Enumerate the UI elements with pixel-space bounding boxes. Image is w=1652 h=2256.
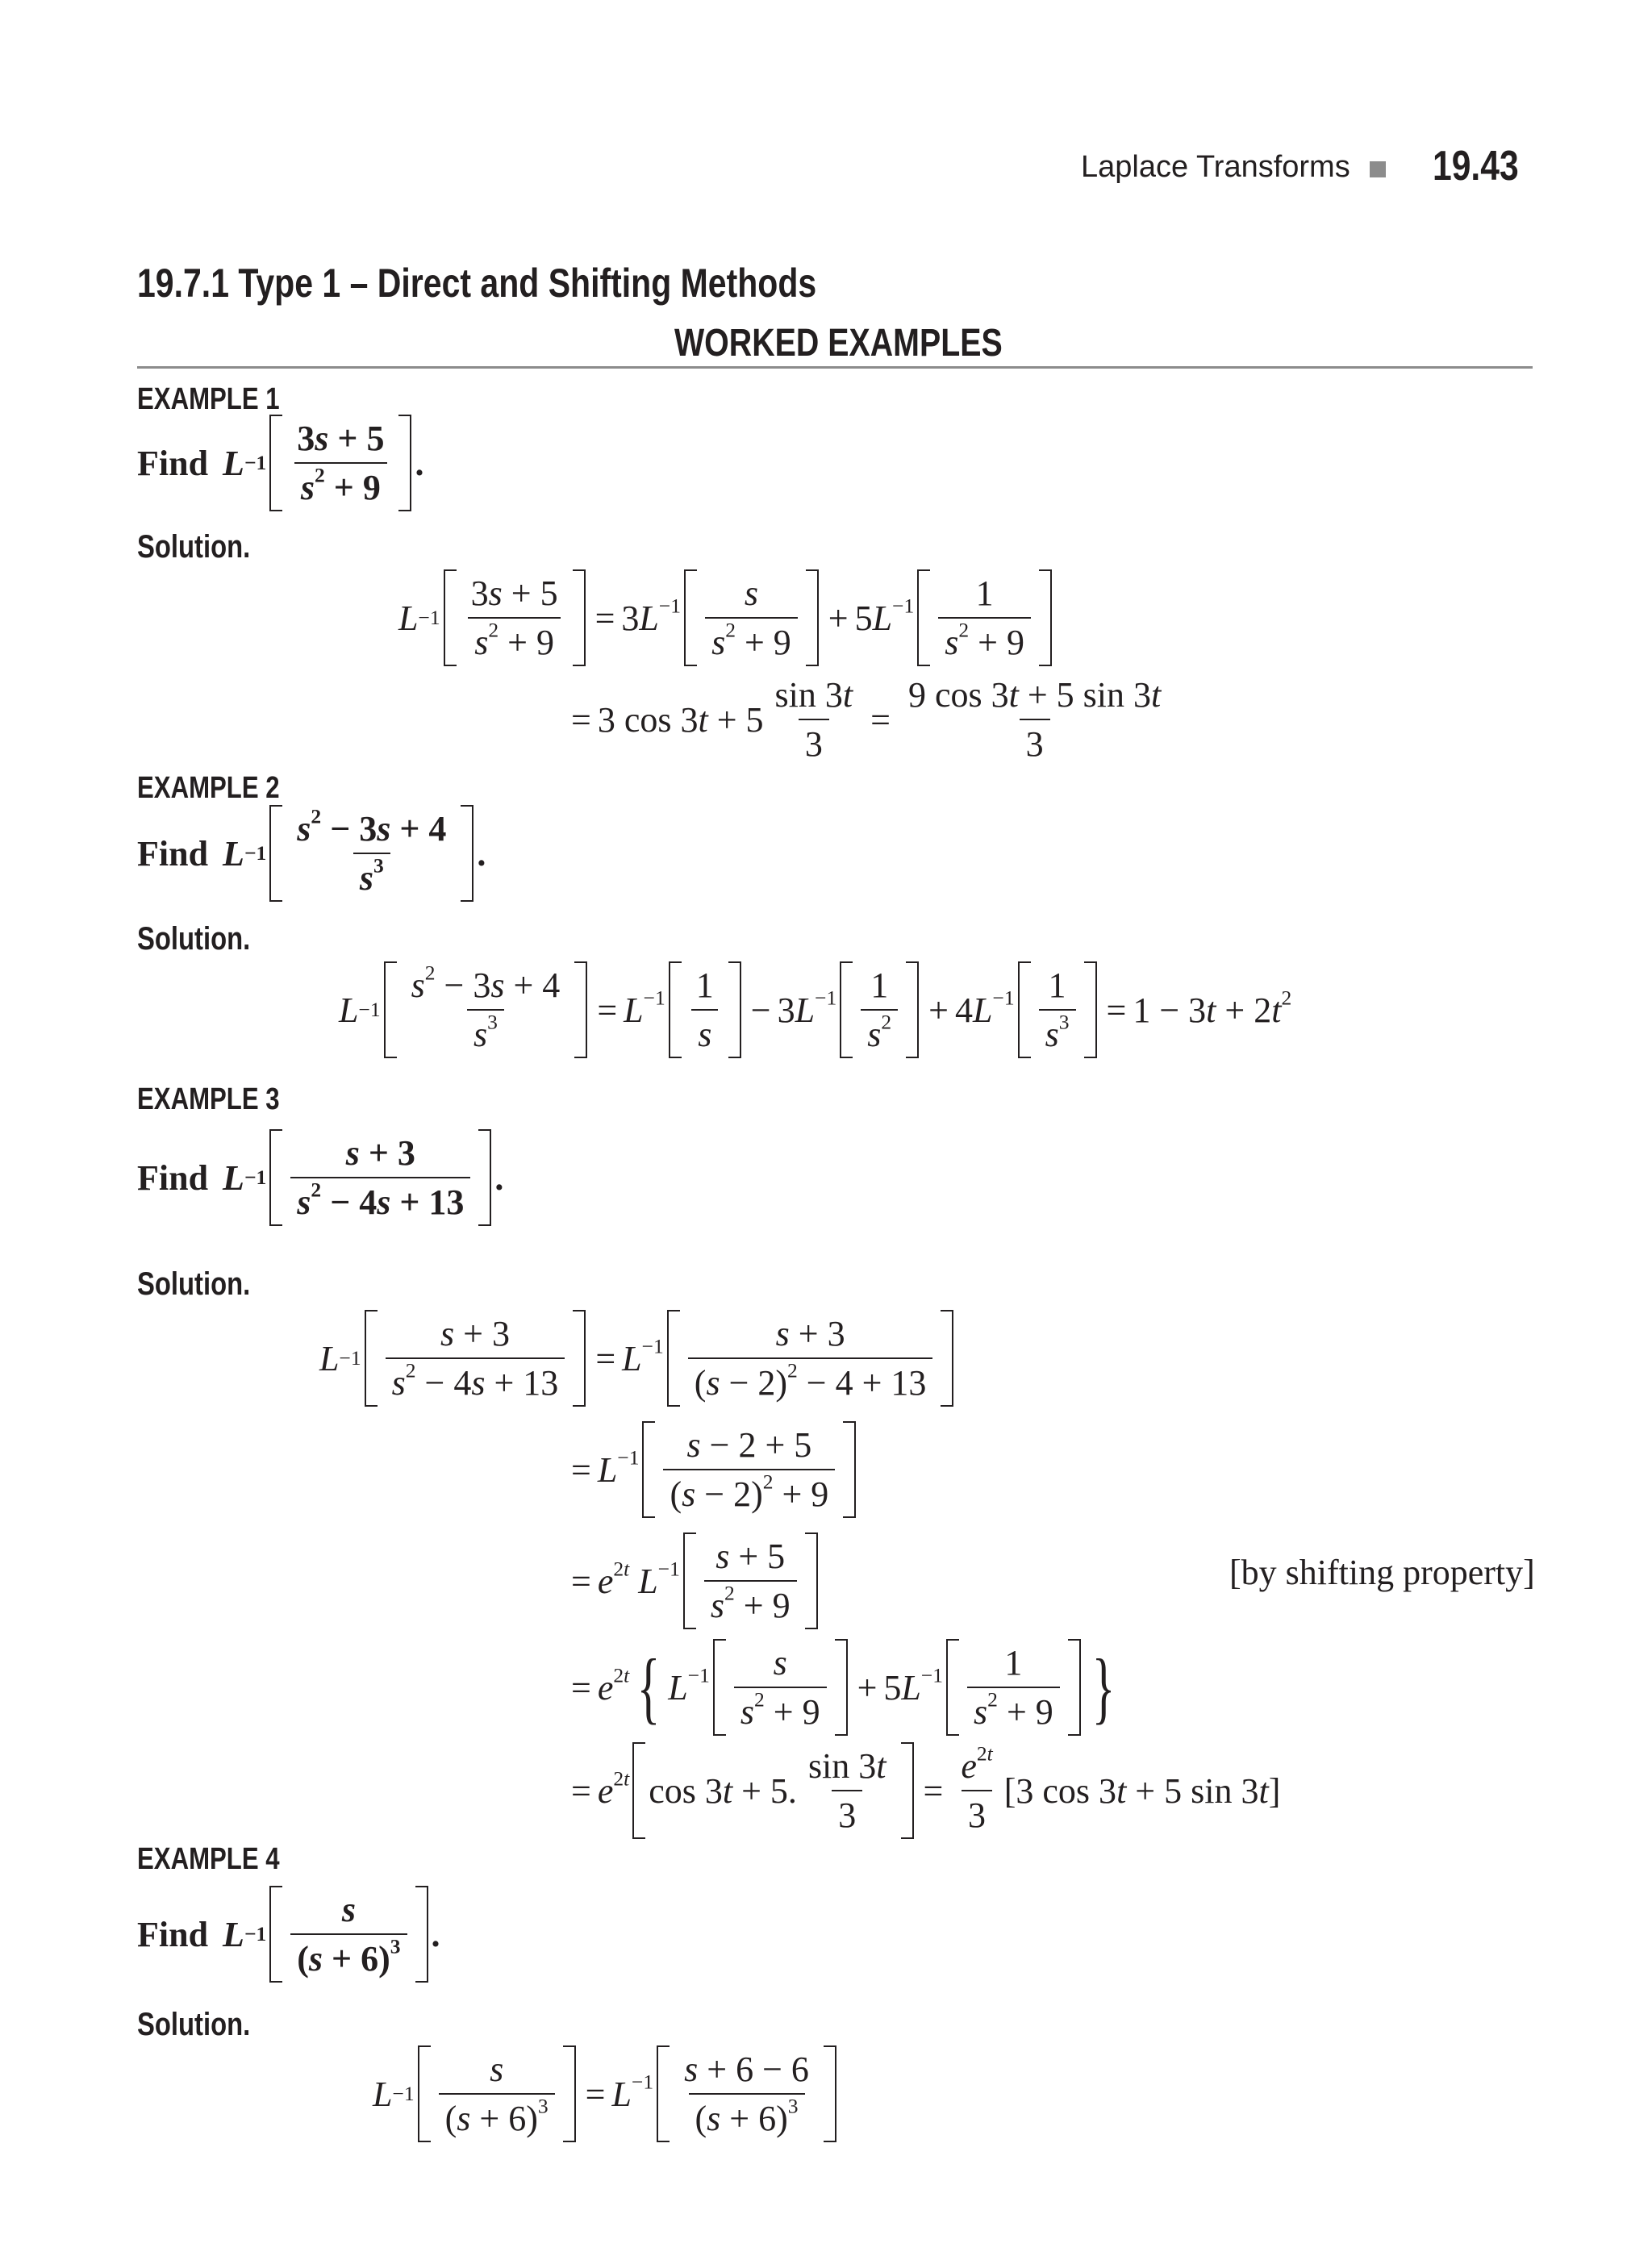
page-number: 19.43 bbox=[1433, 143, 1519, 190]
example-1-solution-line-1: L −1 $\frac{3s + 5}{s^2 + 9}$ = $3L^{-1}$ $\frac{s}{s^2 + 9}$ + $5L^{-1}$ $\frac{1}{s^2 + 9}$ bbox=[398, 569, 1055, 666]
header-square-icon bbox=[1370, 161, 1386, 177]
example-1-solution-line-2: = 3 cos 3t + 5 $\frac{\sin 3t}{3}$ = $\frac{9 \cos 3t + 5 \sin 3t}{3}$ bbox=[571, 675, 1162, 764]
example-2-label: EXAMPLE 2 bbox=[137, 771, 280, 805]
find-label: Find bbox=[137, 833, 209, 874]
find-label: Find bbox=[137, 1914, 209, 1954]
example-3-solution-line-4: = $e^{2t}$ { $L^{-1}$ $\frac{s}{s^2 + 9}$ + $5L^{-1}$ $\frac{1}{s^2 + 9}$ } bbox=[565, 1639, 1123, 1736]
worked-examples-heading: WORKED EXAMPLES bbox=[674, 322, 1003, 365]
example-4-solution-label: Solution. bbox=[137, 2007, 251, 2042]
example-4-question: Find L −1 $\frac{s}{(s + 6)^3}$ . bbox=[137, 1886, 440, 1983]
example-1-solution-label: Solution. bbox=[137, 529, 251, 565]
example-4-solution-line-1: L −1 $\frac{s}{(s + 6)^3}$ = $L^{-1}$ $\frac{s + 6 - 6}{(s + 6)^3}$ bbox=[373, 2045, 840, 2142]
example-3-label: EXAMPLE 3 bbox=[137, 1082, 280, 1116]
example-1-question: Find L −1 $\frac{3s + 5}{s^2 + 9}$ . bbox=[137, 415, 423, 511]
find-label: Find bbox=[137, 1157, 209, 1198]
heading-rule bbox=[137, 366, 1533, 369]
example-3-solution-label: Solution. bbox=[137, 1266, 251, 1302]
example-2-question: Find L −1 $\frac{s^2 - 3s + 4}{s^3}$ . bbox=[137, 805, 486, 902]
example-3-solution-line-2: = $L^{-1}$ $\frac{s - 2 + 5}{(s - 2)^2 + 9}$ bbox=[565, 1421, 859, 1518]
example-3-question: Find L −1 $\frac{s + 3}{s^2 - 4s + 13}$ . bbox=[137, 1129, 503, 1226]
example-3-solution-line-1: L −1 $\frac{s + 3}{s^2 - 4s + 13}$ = $L^{-1}$ $\frac{s + 3}{(s - 2)^2 - 4 + 13}$ bbox=[319, 1310, 957, 1407]
shifting-property-note: [by shifting property] bbox=[1229, 1553, 1535, 1592]
example-4-label: EXAMPLE 4 bbox=[137, 1842, 280, 1876]
example-2-solution-line-1: L −1 $\frac{s^2 - 3s + 4}{s^3}$ = $L^{-1}$ $\frac{1}{s}$ − $3L^{-1}$ $\frac{1}{s^2}$ + $4L^{-1}$ $\frac{1}{s^3}$ = $1 - 3t + 2t^2$ bbox=[339, 961, 1291, 1058]
running-title: Laplace Transforms bbox=[1081, 150, 1350, 184]
section-title: 19.7.1 Type 1 – Direct and Shifting Methods bbox=[137, 261, 817, 306]
example-1-label: EXAMPLE 1 bbox=[137, 382, 280, 416]
example-3-solution-line-3: = $e^{2t}$ $L^{-1}$ $\frac{s + 5}{s^2 + 9}$ bbox=[565, 1532, 821, 1629]
example-3-solution-line-5: = $e^{2t}$ cos 3t + 5. $\frac{\sin 3t}{3}$ = $\frac{e^{2t}}{3}$ [3 cos 3t + 5 sin 3t] bbox=[565, 1742, 1280, 1839]
example-2-solution-label: Solution. bbox=[137, 921, 251, 957]
find-label: Find bbox=[137, 443, 209, 483]
